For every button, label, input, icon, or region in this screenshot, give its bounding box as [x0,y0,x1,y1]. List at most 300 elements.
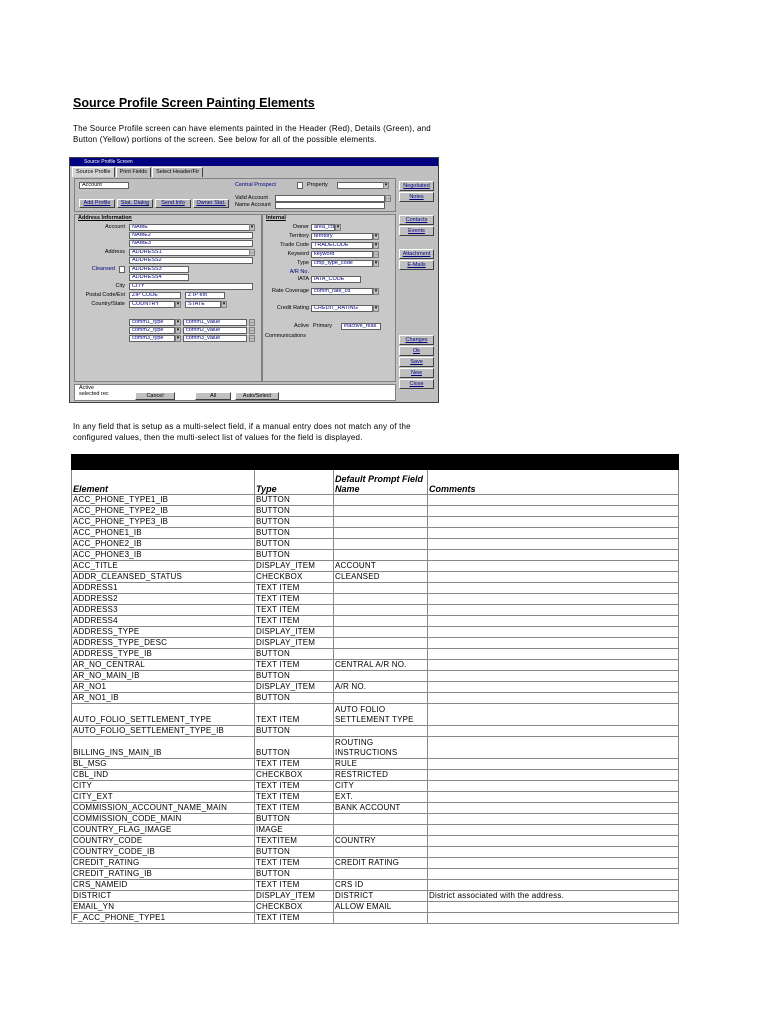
intro-paragraph [73,123,513,145]
cell-comments [428,858,679,869]
cell-element: ACC_PHONE2_IB [72,539,255,550]
type-field[interactable]: cmp_type_code [311,260,373,267]
cell-prompt: A/R NO. [334,682,428,693]
country-state-label: Country/State [91,301,125,307]
ellipsis-icon[interactable]: … [250,335,255,341]
chevron-down-icon[interactable]: ▾ [250,224,254,230]
address-label: Address [104,249,125,255]
cell-prompt [334,726,428,737]
cell-type: BUTTON [255,550,334,561]
table-row [72,627,679,638]
cell-comments [428,539,679,550]
header-comments: Comments [428,470,679,495]
table-row [72,506,679,517]
selected-rec-label: selected rec [79,391,109,397]
cell-type: DISPLAY_ITEM [255,627,334,638]
cell-element: CREDIT_RATING [72,858,255,869]
cell-type: TEXT ITEM [255,858,334,869]
changes-button[interactable]: Changes [399,335,434,345]
rate-coverage-field[interactable]: comm_rate_cd [311,288,373,295]
chevron-down-icon[interactable]: ▾ [336,224,340,230]
table-row [72,517,679,528]
save-button[interactable]: Save [399,357,434,367]
events-button[interactable]: Events [399,226,434,236]
type-label: Type [297,260,309,266]
cell-type: DISPLAY_ITEM [255,638,334,649]
cell-prompt: RULE [334,759,428,770]
cleansed-label: Cleansed [91,266,115,272]
cell-element: ADDRESS4 [72,616,255,627]
cell-prompt [334,649,428,660]
cell-prompt [334,539,428,550]
cell-type: TEXT ITEM [255,803,334,814]
table-row [72,561,679,572]
table-row [72,528,679,539]
cell-comments [428,880,679,891]
cell-comments [428,605,679,616]
cell-prompt: ACCOUNT [334,561,428,572]
ellipsis-icon[interactable]: … [374,251,379,257]
table-row [72,693,679,704]
source-profile-screenshot [69,157,439,403]
cell-comments [428,726,679,737]
chevron-down-icon[interactable]: ▾ [374,305,378,311]
cell-prompt [334,638,428,649]
communications-label: Communications [265,333,306,339]
address-panel [74,214,262,382]
cell-prompt: CREDIT RATING [334,858,428,869]
cell-comments: District associated with the address. [428,891,679,902]
table-row [72,803,679,814]
cell-comments [428,814,679,825]
address4-field[interactable]: ADDRESS4 [129,274,189,281]
cell-element: AR_NO1 [72,682,255,693]
ellipsis-icon[interactable]: … [250,327,255,333]
window-titlebar [70,158,438,166]
table-row [72,781,679,792]
cell-type: CHECKBOX [255,770,334,781]
cell-prompt [334,814,428,825]
trade-code-label: Trade Code [280,242,309,248]
country-field[interactable]: COUNTRY [129,301,175,308]
trade-code-field[interactable]: TRADECODE [311,242,373,249]
postal-code-label: Postal Code/Ext [85,292,125,298]
cell-type: TEXT ITEM [255,781,334,792]
cell-comments [428,594,679,605]
cell-type: BUTTON [255,517,334,528]
keyword-field[interactable]: keyword [311,251,373,258]
cell-comments [428,682,679,693]
account-label: Account [105,224,125,230]
cell-comments [428,693,679,704]
chevron-down-icon[interactable]: ▾ [176,335,180,341]
cell-type: BUTTON [255,528,334,539]
cell-prompt: CITY [334,781,428,792]
active-label: Active [294,323,309,329]
cell-element: DISTRICT [72,891,255,902]
cell-prompt: AUTO FOLIO SETTLEMENT TYPE [334,704,428,726]
owner-field[interactable]: area_cd [311,224,335,231]
cell-comments [428,781,679,792]
cell-element: COMMISSION_ACCOUNT_NAME_MAIN [72,803,255,814]
cell-element: ADDRESS3 [72,605,255,616]
territory-field[interactable]: territory [311,233,373,240]
cell-type: TEXT ITEM [255,616,334,627]
cell-comments [428,561,679,572]
table-row [72,726,679,737]
address3-field[interactable]: ADDRESS3 [129,266,189,273]
cell-prompt [334,605,428,616]
valid-account-field[interactable] [275,195,385,202]
owner-label: Owner [292,224,309,230]
cell-comments [428,495,679,506]
cell-prompt: CRS ID [334,880,428,891]
name2-field[interactable]: NAME2 [129,232,253,239]
tab-print-fields[interactable]: Print Fields [116,167,152,177]
table-row [72,550,679,561]
cell-comments [428,770,679,781]
table-row [72,737,679,759]
cell-element: AR_NO_CENTRAL [72,660,255,671]
cell-prompt [334,495,428,506]
cell-type: IMAGE [255,825,334,836]
table-row [72,902,679,913]
cell-comments [428,869,679,880]
cell-element: BILLING_INS_MAIN_IB [72,737,255,759]
cell-element: ADDR_CLEANSED_STATUS [72,572,255,583]
intro-line: The Source Profile screen can have elements painted in the Header (Red), Details (Green), and [73,124,431,133]
cell-comments [428,671,679,682]
cell-type: CHECKBOX [255,902,334,913]
cell-type: DISPLAY_ITEM [255,891,334,902]
cell-prompt: ROUTING INSTRUCTIONS [334,737,428,759]
header-type: Type [255,470,334,495]
all-button[interactable]: All [195,392,231,400]
comm1-type-field[interactable]: comm1_type [129,319,175,326]
table-header-bar [72,455,679,470]
note-line: configured values, then the multi-select list of values for the field is displayed. [73,433,363,442]
header-prompt: Default Prompt Field Name [334,470,428,495]
cell-element: CRS_NAMEID [72,880,255,891]
cell-comments [428,792,679,803]
cell-prompt [334,616,428,627]
cell-type: TEXT ITEM [255,605,334,616]
add-profile-button[interactable]: Add Profile [79,199,115,208]
address2-field[interactable]: ADDRESS2 [129,257,253,264]
cell-comments [428,660,679,671]
cell-element: AR_NO_MAIN_IB [72,671,255,682]
cell-element: COUNTRY_FLAG_IMAGE [72,825,255,836]
cell-type: DISPLAY_ITEM [255,561,334,572]
table-row [72,616,679,627]
header-element: Element [72,470,255,495]
cell-prompt [334,913,428,924]
chevron-down-icon[interactable]: ▾ [176,301,180,307]
cell-type: TEXT ITEM [255,880,334,891]
cell-type: BUTTON [255,726,334,737]
cell-type: BUTTON [255,671,334,682]
cell-prompt [334,825,428,836]
cell-element: ACC_PHONE_TYPE2_IB [72,506,255,517]
cell-prompt [334,671,428,682]
central-prospect-checkbox[interactable] [297,182,303,189]
table-row [72,913,679,924]
chevron-down-icon[interactable]: ▾ [384,182,388,188]
table-row [72,660,679,671]
cell-prompt: DISTRICT [334,891,428,902]
note-line: In any field that is setup as a multi-select field, if a manual entry does not match any of the [73,422,411,431]
elements-table [71,454,679,924]
cell-type: BUTTON [255,649,334,660]
cell-element: ACC_PHONE_TYPE1_IB [72,495,255,506]
comm3-value-field[interactable]: comm3_value [183,335,247,342]
chevron-down-icon[interactable]: ▾ [374,233,378,239]
state-field[interactable]: STATE [185,301,221,308]
send-info-button[interactable]: Send Info [155,199,191,208]
cell-type: BUTTON [255,869,334,880]
tab-select-header[interactable]: Select Header/Ftr [152,167,203,177]
chevron-down-icon[interactable]: ▾ [222,301,226,307]
cell-prompt [334,847,428,858]
cell-element: CITY [72,781,255,792]
cell-prompt [334,517,428,528]
cell-element: CBL_IND [72,770,255,781]
cell-prompt: BANK ACCOUNT [334,803,428,814]
table-row [72,858,679,869]
chevron-down-icon[interactable]: ▾ [374,288,378,294]
table-row [72,594,679,605]
tab-source-profile[interactable]: Source Profile [72,167,115,177]
cell-type: TEXT ITEM [255,594,334,605]
cell-type: BUTTON [255,539,334,550]
valid-account-label: Valid Account [235,195,268,201]
internal-panel [262,214,396,382]
cell-prompt: EXT. [334,792,428,803]
cell-element: CREDIT_RATING_IB [72,869,255,880]
cell-prompt: COUNTRY [334,836,428,847]
contacts-button[interactable]: Contacts [399,215,434,225]
iata-label: IATA [297,276,309,282]
cell-element: ACC_PHONE3_IB [72,550,255,561]
table-row [72,605,679,616]
address-section-header: Address Information [78,215,132,221]
cell-element: ACC_PHONE1_IB [72,528,255,539]
ellipsis-icon[interactable]: … [250,319,255,325]
iata-field[interactable]: IATA_CODE [311,276,361,283]
cell-element: ACC_PHONE_TYPE3_IB [72,517,255,528]
comm2-type-field[interactable]: comm2_type [129,327,175,334]
cell-comments [428,649,679,660]
cell-element: AUTO_FOLIO_SETTLEMENT_TYPE_IB [72,726,255,737]
cell-element: ADDRESS_TYPE_IB [72,649,255,660]
cell-element: AR_NO1_IB [72,693,255,704]
cell-type: TEXT ITEM [255,913,334,924]
notes-button[interactable]: Notes [399,192,434,202]
cell-prompt [334,550,428,561]
cell-comments [428,506,679,517]
cell-prompt [334,583,428,594]
cell-comments [428,517,679,528]
cell-element: COUNTRY_CODE_IB [72,847,255,858]
cell-prompt [334,693,428,704]
table-row [72,825,679,836]
table-row [72,869,679,880]
city-label: City [115,283,125,289]
credit-rating-field[interactable]: CREDIT_RATING [311,305,373,312]
cell-prompt: CLEANSED [334,572,428,583]
ellipsis-icon[interactable]: … [386,195,391,201]
cell-comments [428,627,679,638]
keyword-label: Keyword [287,251,309,257]
ellipsis-icon[interactable]: … [250,249,255,255]
cell-prompt: RESTRICTED [334,770,428,781]
cell-comments [428,737,679,759]
note-paragraph [73,421,513,443]
cell-prompt [334,506,428,517]
cell-element: AUTO_FOLIO_SETTLEMENT_TYPE [72,704,255,726]
cell-comments [428,847,679,858]
cell-comments [428,913,679,924]
table-row [72,891,679,902]
table-row [72,814,679,825]
cell-type: BUTTON [255,506,334,517]
table-row [72,759,679,770]
table-row [72,847,679,858]
header-panel [74,178,396,212]
table-row [72,572,679,583]
chevron-down-icon[interactable]: ▾ [374,260,378,266]
attachment-button[interactable]: Attachment [399,249,434,259]
intro-line: Button (Yellow) portions of the screen. See below for all of the possible elements. [73,135,377,144]
cell-type: CHECKBOX [255,572,334,583]
cell-prompt: ALLOW EMAIL [334,902,428,913]
button-panel [398,178,436,396]
internal-section-header: Internal [266,215,286,221]
account-type-field: Account [79,182,129,189]
cell-comments [428,759,679,770]
cell-type: BUTTON [255,737,334,759]
cell-comments [428,616,679,627]
name-account-label: Name Account [235,202,271,208]
tab-strip [72,167,204,177]
cell-comments [428,528,679,539]
cell-element: COUNTRY_CODE [72,836,255,847]
cell-comments [428,704,679,726]
table-row [72,583,679,594]
cancel-button[interactable]: Cancel [135,392,175,400]
zip-field[interactable]: ZIP CODE [129,292,181,299]
cell-comments [428,572,679,583]
table-row [72,682,679,693]
cell-type: TEXT ITEM [255,792,334,803]
active-status-label: Active [79,385,94,391]
owner-stat-button[interactable]: Owner Stat. [193,199,229,208]
cell-element: F_ACC_PHONE_TYPE1 [72,913,255,924]
table-row [72,638,679,649]
cell-comments [428,803,679,814]
cell-comments [428,902,679,913]
auto-select-button[interactable]: Auto/Select [235,392,279,400]
cell-type: DISPLAY_ITEM [255,682,334,693]
cell-prompt [334,528,428,539]
cell-type: TEXT ITEM [255,660,334,671]
e-mails-button[interactable]: E-Mails [399,260,434,270]
cell-prompt [334,869,428,880]
cell-element: EMAIL_YN [72,902,255,913]
chevron-down-icon[interactable]: ▾ [176,327,180,333]
address1-field[interactable]: ADDRESS1 [129,249,253,256]
name3-field[interactable]: NAME3 [129,240,253,247]
name-account-field[interactable] [275,202,385,209]
table-header-row [72,470,679,495]
cell-element: ADDRESS_TYPE_DESC [72,638,255,649]
territory-label: Territory [289,233,309,239]
table-row [72,770,679,781]
central-prospect-label: Central Prospect [235,182,276,188]
primary-label: Primary [313,323,332,329]
ar-no-label: A/R No. [289,269,309,275]
cell-element: ADDRESS1 [72,583,255,594]
comm3-type-field[interactable]: comm3_type [129,335,175,342]
comm1-value-field[interactable]: comm1_value [183,319,247,326]
rate-coverage-label: Rate Coverage [272,288,309,294]
table-row [72,539,679,550]
cell-element: ADDRESS2 [72,594,255,605]
cell-type: TEXT ITEM [255,759,334,770]
cell-element: ACC_TITLE [72,561,255,572]
cell-element: ADDRESS_TYPE [72,627,255,638]
cell-prompt: CENTRAL A/R NO. [334,660,428,671]
table-row [72,836,679,847]
table-row [72,495,679,506]
chevron-down-icon[interactable]: ▾ [176,319,180,325]
ok-button[interactable]: Ok [399,346,434,356]
cell-type: TEXTITEM [255,836,334,847]
window-title: Source Profile Screen [84,159,133,165]
cell-type: TEXT ITEM [255,704,334,726]
bottom-status-bar [74,384,396,401]
cell-element: COMMISSION_CODE_MAIN [72,814,255,825]
cell-type: BUTTON [255,693,334,704]
table-row [72,671,679,682]
page-title: Source Profile Screen Painting Elements [73,96,315,110]
credit-rating-label: Credit Rating [276,305,309,311]
comm2-value-field[interactable]: comm2_value [183,327,247,334]
table-row [72,880,679,891]
cell-comments [428,583,679,594]
cell-prompt [334,594,428,605]
name-field[interactable]: NAME [129,224,253,231]
inactive-reason-field[interactable]: inactive_reas [341,323,381,330]
cleansed-checkbox[interactable] [119,266,125,273]
table-row [72,649,679,660]
negotiated-button[interactable]: Negotiated [399,181,434,191]
new-button[interactable]: New [399,368,434,378]
property-label: Property [307,182,328,188]
close-button[interactable]: Close [399,379,434,389]
cell-comments [428,550,679,561]
cell-type: BUTTON [255,495,334,506]
property-select[interactable] [337,182,389,189]
cell-type: TEXT ITEM [255,583,334,594]
table-row [72,704,679,726]
cell-type: BUTTON [255,814,334,825]
cell-prompt [334,627,428,638]
city-field[interactable]: CITY [129,283,253,290]
zip-ext-field[interactable]: Z IP ext [185,292,225,299]
stat-dialog-button[interactable]: Stat. Dialog [117,199,153,208]
chevron-down-icon[interactable]: ▾ [374,242,378,248]
